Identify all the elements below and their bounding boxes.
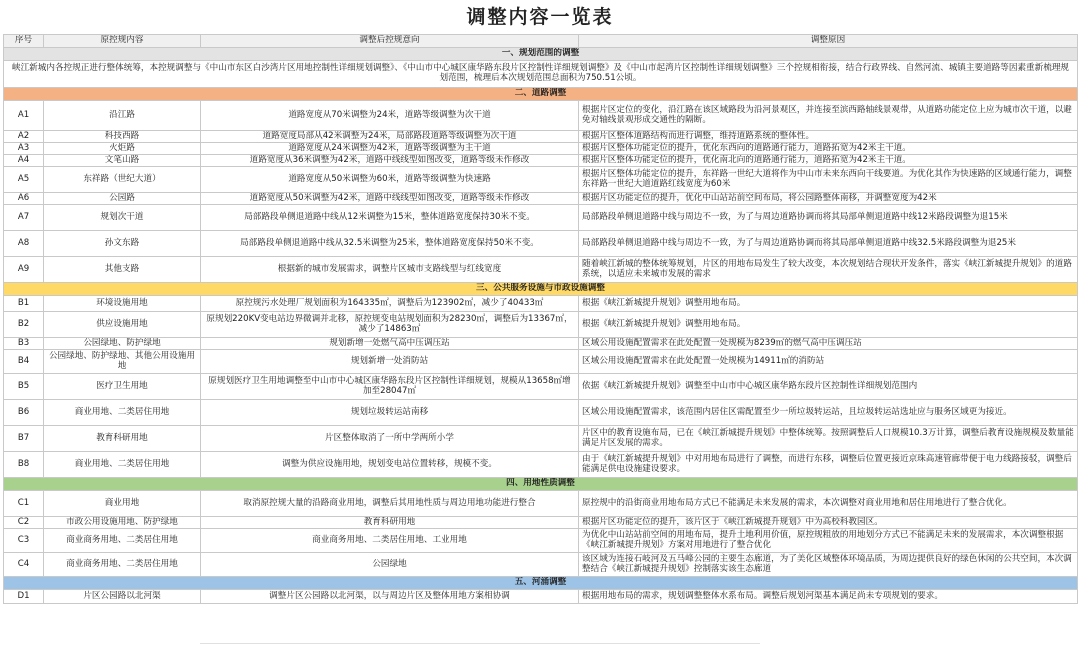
table-row (4, 553, 1078, 577)
row-original: 片区公园路以北河渠 (44, 590, 201, 604)
header-index: 序号 (4, 35, 44, 48)
row-index: C2 (4, 517, 44, 529)
row-reason: 区域公用设施配置需求，该范围内居住区需配置至少一所垃圾转运站，且垃圾转运站选址应与服务区域更为接近。 (579, 400, 1078, 426)
table-row (4, 257, 1078, 283)
row-index: A6 (4, 193, 44, 205)
row-reason: 原控规中的沿街商业用地布局方式已不能满足未来发展的需求，本次调整对商业用地和居住用地进行了整合优化。 (579, 491, 1078, 517)
table-row (4, 231, 1078, 257)
row-original: 商业用地、二类居住用地 (44, 452, 201, 478)
row-adjusted: 原控规污水处理厂规划面积为164335㎡，调整后为123902㎡，减少了40433㎡ (201, 296, 579, 312)
table-row (4, 167, 1078, 193)
row-index: A1 (4, 101, 44, 131)
section-title: 三、公共服务设施与市政设施调整 (4, 283, 1078, 296)
row-reason: 根据片区整体功能定位的提升，优化南北向的道路通行能力，道路拓宽为42米主干道。 (579, 155, 1078, 167)
table-row (4, 205, 1078, 231)
section-header-row (4, 577, 1078, 590)
row-reason: 根据片区整体功能定位的提升，东祥路一世纪大道将作为中山市未来东西向干线要道。为优化其作为快速路的区域通行能力，调整东祥路一世纪大道道路红线宽度为60米 (579, 167, 1078, 193)
row-index: B5 (4, 374, 44, 400)
row-adjusted: 调整片区公园路以北河渠，以与周边片区及整体用地方案相协调 (201, 590, 579, 604)
table-row (4, 374, 1078, 400)
section-header-row (4, 283, 1078, 296)
row-adjusted: 道路宽度从24米调整为42米，道路等级调整为主干道 (201, 143, 579, 155)
row-original: 医疗卫生用地 (44, 374, 201, 400)
row-original: 教育科研用地 (44, 426, 201, 452)
header-reason: 调整原因 (579, 35, 1078, 48)
row-adjusted: 规划垃圾转运站南移 (201, 400, 579, 426)
table-row (4, 517, 1078, 529)
row-original: 东祥路（世纪大道） (44, 167, 201, 193)
row-adjusted: 规划新增一处消防站 (201, 350, 579, 374)
adjustment-table (3, 34, 1078, 604)
row-reason: 依据《峡江新城提升规划》调整至中山市中心城区康华路东段片区控制性详细规划范围内 (579, 374, 1078, 400)
row-index: A5 (4, 167, 44, 193)
row-index: B8 (4, 452, 44, 478)
row-adjusted: 局部路段单侧退道路中线从32.5米调整为25米，整体道路宽度保持50米不变。 (201, 231, 579, 257)
row-reason: 为优化中山站站前空间的用地布局，提升土地利用价值，原控规粗放的用地划分方式已不能满足未来的发展需求，本次调整根据《峡江新城提升规划》方案对用地进行了整合优化 (579, 529, 1078, 553)
row-reason: 由于《峡江新城提升规划》中对用地布局进行了调整，而进行东移，调整后位置更接近京珠高速管廊带便于电力线路接驳，调整后能满足供电设施建设要求。 (579, 452, 1078, 478)
row-reason: 根据用地布局的需求，规划调整整体水系布局。调整后规划河渠基本满足尚未专项规划的要求。 (579, 590, 1078, 604)
row-adjusted: 原规划医疗卫生用地调整至中山市中心城区康华路东段片区控制性详细规划，规模从13658㎡增加至28047㎡ (201, 374, 579, 400)
table-row (4, 312, 1078, 338)
row-reason: 根据片区整体道路结构而进行调整，维持道路系统的整体性。 (579, 131, 1078, 143)
table-row (4, 143, 1078, 155)
table-row (4, 131, 1078, 143)
row-original: 商业商务用地、二类居住用地 (44, 553, 201, 577)
row-reason: 区域公用设施配置需求在此处配置一处规模为8239㎡的燃气高中压调压站 (579, 338, 1078, 350)
section-title: 四、用地性质调整 (4, 478, 1078, 491)
header-original: 原控规内容 (44, 35, 201, 48)
row-original: 沿江路 (44, 101, 201, 131)
row-adjusted: 道路宽度从50米调整为42米，道路中线线型如图改变，道路等级未作修改 (201, 193, 579, 205)
row-reason: 局部路段单侧退道路中线与周边不一致，为了与周边道路协调而将其局部单侧退道路中线32.5米路段调整为退25米 (579, 231, 1078, 257)
page-title: 调整内容一览表 (466, 6, 614, 28)
table-row (4, 296, 1078, 312)
row-adjusted: 道路宽度从36米调整为42米，道路中线线型如图改变，道路等级未作修改 (201, 155, 579, 167)
row-reason: 根据《峡江新城提升规划》调整用地布局。 (579, 312, 1078, 338)
row-adjusted: 取消原控规大量的沿路商业用地，调整后其用地性质与周边用地功能进行整合 (201, 491, 579, 517)
table-body (4, 48, 1078, 604)
table-row (4, 452, 1078, 478)
row-adjusted: 规划新增一处燃气高中压调压站 (201, 338, 579, 350)
row-original: 商业用地、二类居住用地 (44, 400, 201, 426)
row-reason: 根据片区定位的变化，沿江路在该区域路段为沿河景观区，并连接至滨西路轴线景观带，从道路功能定位上应为城市次干道，以避免对轴线景观形成交通性的隔断。 (579, 101, 1078, 131)
table-row (4, 400, 1078, 426)
row-adjusted: 片区整体取消了一所中学两所小学 (201, 426, 579, 452)
row-index: B6 (4, 400, 44, 426)
row-reason: 局部路段单侧退道路中线与周边不一致，为了与周边道路协调而将其局部单侧退道路中线12米路段调整为退15米 (579, 205, 1078, 231)
row-original: 市政公用设施用地、防护绿地 (44, 517, 201, 529)
row-index: A4 (4, 155, 44, 167)
row-adjusted: 公园绿地 (201, 553, 579, 577)
row-original: 商业商务用地、二类居住用地 (44, 529, 201, 553)
row-original: 规划次干道 (44, 205, 201, 231)
table-row (4, 590, 1078, 604)
table-row (4, 193, 1078, 205)
row-original: 火炬路 (44, 143, 201, 155)
table-row (4, 101, 1078, 131)
section-title: 一、规划范围的调整 (4, 48, 1078, 61)
row-index: A2 (4, 131, 44, 143)
section-header-row (4, 48, 1078, 61)
table-row (4, 155, 1078, 167)
row-adjusted: 原规划220KV变电站边界微调并北移，原控规变电站规划面积为28230㎡，调整后为13367㎡，减少了14863㎡ (201, 312, 579, 338)
row-index: D1 (4, 590, 44, 604)
row-reason: 随着峡江新城的整体统筹规划，片区的用地布局发生了较大改变，本次规划结合现状开发条件，落实《峡江新城提升规划》的道路系统，以适应未来城市发展的需求 (579, 257, 1078, 283)
row-reason: 区域公用设施配置需求在此处配置一处规模为14911㎡的消防站 (579, 350, 1078, 374)
row-adjusted: 商业商务用地、二类居住用地、工业用地 (201, 529, 579, 553)
row-reason: 根据片区功能定位的提升，该片区于《峡江新城提升规划》中为高校科教园区。 (579, 517, 1078, 529)
row-original: 供应设施用地 (44, 312, 201, 338)
row-index: A3 (4, 143, 44, 155)
section-title: 二、道路调整 (4, 88, 1078, 101)
row-reason: 根据片区功能定位的提升，优化中山站站前空间布局，将公园路整体南移，并调整宽度为42米 (579, 193, 1078, 205)
row-original: 科技西路 (44, 131, 201, 143)
row-adjusted: 根据新的城市发展需求，调整片区城市支路线型与红线宽度 (201, 257, 579, 283)
header-adjusted: 调整后控规意向 (201, 35, 579, 48)
row-original: 文笔山路 (44, 155, 201, 167)
row-adjusted: 调整为供应设施用地，规划变电站位置转移，规模不变。 (201, 452, 579, 478)
row-index: A9 (4, 257, 44, 283)
row-original: 公园路 (44, 193, 201, 205)
row-adjusted: 道路宽度从50米调整为60米，道路等级调整为快速路 (201, 167, 579, 193)
row-index: B7 (4, 426, 44, 452)
row-adjusted: 局部路段单侧退道路中线从12米调整为15米，整体道路宽度保持30米不变。 (201, 205, 579, 231)
section-header-row (4, 478, 1078, 491)
row-adjusted: 道路宽度局部从42米调整为24米，局部路段道路等级调整为次干道 (201, 131, 579, 143)
table-row (4, 529, 1078, 553)
table-header-row (4, 35, 1078, 48)
row-index: B2 (4, 312, 44, 338)
row-original: 公园绿地、防护绿地 (44, 338, 201, 350)
table-row (4, 338, 1078, 350)
table-row (4, 491, 1078, 517)
row-reason: 根据《峡江新城提升规划》调整用地布局。 (579, 296, 1078, 312)
row-original: 孙文东路 (44, 231, 201, 257)
row-index: C1 (4, 491, 44, 517)
row-index: A7 (4, 205, 44, 231)
section-note-row (4, 61, 1078, 88)
row-index: B3 (4, 338, 44, 350)
row-index: C4 (4, 553, 44, 577)
row-reason: 根据片区整体功能定位的提升，优化东西向的道路通行能力，道路拓宽为42米主干道。 (579, 143, 1078, 155)
row-index: B4 (4, 350, 44, 374)
row-index: C3 (4, 529, 44, 553)
row-reason: 片区中的教育设施布局，已在《峡江新城提升规划》中整体统筹。按照调整后人口规模10.3万计算，调整后教育设施规模及数量能满足片区发展的需求。 (579, 426, 1078, 452)
row-original: 公园绿地、防护绿地、其他公用设施用地 (44, 350, 201, 374)
row-original: 其他支路 (44, 257, 201, 283)
row-original: 环境设施用地 (44, 296, 201, 312)
row-reason: 该区域为连接石岐河及五马峰公园的主要生态廊道，为了美化区域整体环境品质，为周边提供良好的绿色休闲的公共空间，本次调整结合《峡江新城提升规划》控制落实该生态廊道 (579, 553, 1078, 577)
row-original: 商业用地 (44, 491, 201, 517)
table-row (4, 426, 1078, 452)
section-header-row (4, 88, 1078, 101)
row-adjusted: 教育科研用地 (201, 517, 579, 529)
row-index: B1 (4, 296, 44, 312)
section-title: 五、河涌调整 (4, 577, 1078, 590)
row-index: A8 (4, 231, 44, 257)
row-adjusted: 道路宽度从70米调整为24米，道路等级调整为次干道 (201, 101, 579, 131)
section-note: 峡江新城内各控规正进行整体统筹，本控规调整与《中山市东区白沙湾片区用地控制性详细规划调整》、《中山市中心城区康华路东段片区控制性详细规划调整》及《中山市起湾片区控制性详细规划调整》三个控规相衔接，结合行政界线、自然河流、城镇主要道路等因素重新梳理规划范围，梳理后本次规划范围总面积为750.51公顷。 (4, 61, 1078, 88)
table-row (4, 350, 1078, 374)
